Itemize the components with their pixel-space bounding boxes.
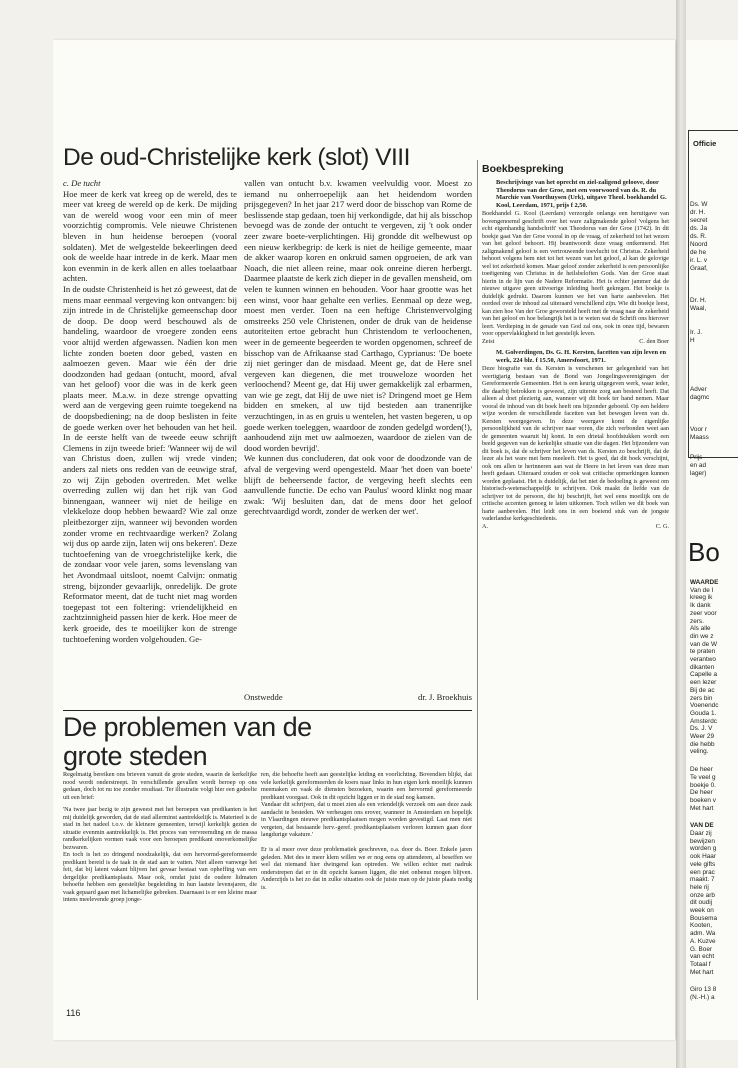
place: Zeist bbox=[482, 337, 495, 345]
author: dr. J. Broekhuis bbox=[418, 692, 472, 702]
article-column-2 bbox=[244, 178, 472, 690]
fragment-line: Ds. J. V bbox=[690, 725, 713, 733]
fragment-line: lager) bbox=[690, 470, 707, 477]
fragment-line: dit oudij bbox=[690, 899, 713, 907]
fragment-line: Graaf, bbox=[690, 265, 708, 272]
fragment-line: maakt. 7 bbox=[690, 876, 715, 884]
fragment-line: bewijzen bbox=[690, 837, 715, 845]
fragment-line: hele rij bbox=[690, 883, 709, 891]
fragment-line: verantwo bbox=[690, 656, 716, 663]
official-box bbox=[688, 130, 738, 458]
fragment-line: Waal, bbox=[690, 305, 707, 312]
paragraph: We kunnen dus concluderen, dat ook voor de doodzonde van de afval de vergeving werd opengesteld. Maar 'het doen van boete' blijft de beheersende factor, de vergeving heeft slechts een aanvullende functie. De echo van Paulus' woord klinkt nog maar zwak: 'Wij besluiten dan, dat de mens door het geloof gerechtvaardigd wordt, zonder de werken der wet'. bbox=[244, 453, 472, 517]
official-header: Officie bbox=[693, 139, 717, 148]
fragment-line: dagmc bbox=[690, 394, 710, 401]
fragment-line: zers bin bbox=[690, 694, 713, 702]
review-body: Boekhandel G. Kool (Leerdam) verzorgde onlangs een heruitgave van bovengenoemd geschrift over het ware zaligmakende geloof 'volgens het echt eigenhandig handschrift' van Theodorus van der Groe (1742). In dit boekje gaat Van der Groe vooral in op de vraag, of zekerheid tot het wezen van het geloof behoort. Hij beantwoordt deze vraag ontkennend. Het zaligmakend geloof is een vertrouwende toevlucht tot Christus. Zekerheid behoort volgens hem niet tot het wezen van het geloof, al kan de gelovige wel tot zekerheid komen. Maar geloof zonder zekerheid is een persoonlijke toeëigening van Christus in de heilsbeloften Gods. Van der Groe staat hierin in de lijn van de Nadere Reformatie. Het is echter jammer dat de nieuwe uitgave geen uitvoerige inleiding heeft gekregen. Het boekje is duidelijk gedrukt. Daarom kunnen we het van harte aanbevelen. Het oordeel over de inhoud zal uiteraard verschillend zijn. Wie dit boekje leest, kan zien hoe Van der Groe geworsteld heeft met de vraag naar de zekerheid van het geloof en hoe belangrijk het is te weten wat de Schrift ons hierover leert. Verdieping in de genade van God zal ons, ook in onze tijd, bewaren voor oppervlakkigheid in het geestelijk leven. bbox=[482, 210, 669, 337]
title-line: De problemen van de bbox=[63, 712, 312, 742]
paragraph: ren, die behoefte heeft aan geestelijke leiding en voorlichting. Bovendien blijkt, dat vele kerkelijk gereformeerden de koers naar links in hun eigen kerk moeilijk kunnen meemaken en vaak de diensten bezoeken, waarin een hervormd gereformeerde predikant voorgaat. Ook in dit opzicht liggen er in de stad nog kansen. Vandaar dit schrijven, dat u moet zien als een vriendelijk verzoek om aan deze zaak aandacht te besteden. We verheugen ons erover, wanneer in Amsterdam en hopelijk in Vlaardingen nieuwe predikantsplaatsen mogen worden gevestigd. Laat men niet vergeten, dat bestaande herv.-geref. predikantsplaatsen verloren kunnen gaan door langdurige vakature.' Er is al meer over deze problematiek geschreven, o.a. door ds. Boer. Enkele jaren geleden. Met des te meer klem willen we er nog eens op attenderen, al beseffen we wel dat niemand hier dwingend kan optreden. We willen echter met nadruk onderstrepen dat er in dit opzicht kansen liggen, die niet onbenut mogen blijven. Anderzijds is het zo dat in zulke situaties ook de juiste man op de juiste plaats nodig is. bbox=[261, 771, 472, 891]
fragment-line: ook Haar bbox=[690, 853, 716, 861]
fragment-line: Bousema bbox=[690, 914, 717, 922]
fragment-line: VAN DE bbox=[690, 822, 714, 830]
fragment-line: van echt bbox=[690, 953, 715, 961]
page-right-fragment bbox=[686, 40, 738, 1040]
fragment-line: WAARDE bbox=[690, 579, 719, 586]
review-heading: Boekbespreking bbox=[482, 163, 564, 175]
review-column bbox=[482, 179, 669, 1001]
article-title-2 bbox=[63, 713, 363, 771]
fragment-line: Gouda 1. bbox=[690, 709, 717, 717]
review-signature bbox=[482, 523, 669, 531]
fragment-line: en ad bbox=[690, 462, 706, 469]
divider bbox=[63, 710, 472, 711]
fragment-line: vele gifts bbox=[690, 860, 716, 868]
book-gutter bbox=[676, 0, 686, 1068]
fragment-line: de he bbox=[690, 249, 706, 256]
article2-column-2 bbox=[261, 771, 472, 996]
fragment-line: onze arb bbox=[690, 891, 715, 899]
fragment-line: ds. Ja bbox=[690, 225, 708, 232]
fragment-line: Adver bbox=[690, 386, 707, 393]
fragment-line: Amsterdc bbox=[690, 717, 717, 725]
fragment-line: Capelle a bbox=[690, 671, 718, 679]
article-column-1 bbox=[63, 178, 237, 703]
fragment-line: veling. bbox=[690, 748, 709, 756]
fragment-line: Daar zij bbox=[690, 830, 712, 837]
fragment-line: Maass bbox=[690, 434, 709, 441]
section-big-heading: Bo bbox=[688, 537, 720, 567]
fragment-line: H bbox=[690, 337, 695, 344]
fragment-line: adm. Wa bbox=[690, 930, 716, 938]
article-signature bbox=[244, 692, 472, 704]
fragment-line: Dr. H. bbox=[690, 297, 707, 304]
column-divider bbox=[477, 160, 478, 1000]
article-title: De oud-Christelijke kerk (slot) VIII bbox=[63, 144, 410, 171]
fragment-line: dr. H. bbox=[690, 209, 706, 216]
fragment-line: Noord bbox=[690, 241, 708, 248]
fragment-line: A. Kuzve bbox=[690, 937, 716, 945]
reviewer: C. den Boer bbox=[639, 337, 669, 345]
fragment-line: kreeg ik bbox=[690, 594, 713, 602]
review-body: Deze biografie van ds. Kersten is verschenen ter gelegenheid van het veertigjarig bestaan van de Bond van Jongelingsverenigingen der Gereformeerde Gemeenten. Het is een keurig uitgegeven werk, waar ieder, die daarbij betrokken is geweest, zijn uiterste zorg aan besteed heeft. Dat alleen al doet plezierig aan, wanneer wij dit boek ter hand nemen. Maar vooral de inhoud van dit boek heeft ons bijzonder geboeid. Op een heldere wijze worden de verschillende facetten van het bewogen leven van ds. Kersten weergegeven. In deze weergave komt de eigenlijke persoonlijkheid van de schrijver naar voren, die zich verbonden weet aan de gemeenten waaruit hij komt. In een drietal hoofdstukken wordt een beeld gegeven van de kerkelijke situatie van die dagen. Het bijzondere van dit boek is, dat de schrijver het leven van ds. Kersten zo beschrijft, dat de lezer als het ware met hem meeleeft. Het is goed, dat dit boek verschijnt, ook om allen te herinneren aan wat de Heere in het leven van deze man heeft gedaan. Uiteraard zouden er ook wat critische opmerkingen kunnen worden geplaatst. Het is duidelijk, dat het niet de bedoeling is geweest om historisch-wetenschappelijk te schrijven. Ook maakt de liefde van de schrijver tot de persoon, die hij beschrijft, het wel eens moeilijk om de critische accenten genoeg te laten uitkomen. Toch willen we dit boek van harte aanbevelen. Het leidt ons in een boeiend stuk van de jongste vaderlandse kerkgeschiedenis. bbox=[482, 365, 669, 522]
fragment-line: De heer bbox=[690, 789, 713, 797]
fragment-line: een prac bbox=[690, 868, 715, 876]
place: A. bbox=[482, 522, 489, 530]
fragment-line: boekje 0. bbox=[690, 781, 716, 789]
fragment-line: G. Boer bbox=[690, 945, 713, 953]
fragment-line: Ik dank bbox=[690, 602, 711, 610]
fragment-line: secret bbox=[690, 217, 708, 224]
fragment-line: De heer bbox=[690, 766, 713, 774]
fragment-line: die hebb bbox=[690, 740, 715, 748]
book-title: Beschrijvinge van het oprecht en ziel-zaligend geloove, door Theodorus van der Groe, met een voorwoord van ds. R. du Marchie van Voorthuysen (Urk), uitgave Theol. boekhandel G. Kool, Leerdam, 1971, prijs f 2,50. bbox=[496, 179, 667, 209]
fragment-line: Met hart bbox=[690, 804, 714, 812]
book-title: M. Golverdingen, Ds. G. H. Kersten, facetten van zijn leven en werk, 224 blz. f 15.50, Amersfoort, 1971. bbox=[496, 349, 667, 364]
fragment-line: boeken v bbox=[690, 796, 716, 804]
fragment-line: Voor r bbox=[690, 426, 708, 433]
fragment-line: Te veel g bbox=[690, 773, 716, 781]
fragment-line: ir. L. v bbox=[690, 257, 708, 264]
fragment-line: Met hart bbox=[690, 968, 714, 976]
fragment-line: Voenendc bbox=[690, 702, 719, 710]
fragment-line: Ir. J. bbox=[690, 329, 703, 336]
fragment-line: een lezer bbox=[690, 679, 717, 687]
fragment-line: week on bbox=[690, 907, 714, 914]
fragment-line: Bij de ac bbox=[690, 686, 715, 694]
review-signature bbox=[482, 338, 669, 346]
fragment-line: te praten bbox=[690, 648, 716, 656]
reviewer: C. G. bbox=[655, 522, 669, 530]
fragment-line: Weer 29 bbox=[690, 733, 715, 740]
fragment-line: Ds. W bbox=[690, 201, 708, 208]
fragment-line: (N.-H.) a bbox=[690, 994, 715, 1001]
fragment-line: van de W bbox=[690, 640, 717, 648]
fragment-line: ds. R. bbox=[690, 233, 707, 240]
paragraph: vallen van ontucht b.v. kwamen veelvuldig voor. Moest zo iemand nu onherroepelijk aan het heidendom worden prijsgegeven? In het jaar 217 werd door de bisschop van Rome de beslissende stap gedaan, toen hij verkondigde, dat hij als bisschop bevoegd was de zonde der ontucht te vergeven, zij 't ook onder zeer zware boete-verplichtingen. Hij grondde dit welbewust op een nieuw kerkbegrip: de kerk is niet de heilige gemeente, maar de akker waarop koren en onkruid samen opgroeien, de ark van Noach, die niet alleen reine, maar ook onreine dieren herbergt. Daarmee plaatste de kerk zich dieper in de gevallen mensheid, om velen te kunnen winnen en behouden. Voor haar grootte was het een winst, voor haar gehalte een verlies. Eenmaal op deze weg, moest men verder. Toen na een heftige Christenvervolging omstreeks 250 vele Christenen, onder de druk van de heidense autoriteiten ertoe gebracht hun Christendom te verloochenen, weer in de gemeente begeerden te worden opgenomen, schreef de bisschop van de Afrikaanse stad Carthago, Cyprianus: 'De boete zij niet geringer dan de misdaad. Meent ge, dat de Here snel vergeven kan diegenen, die met trouweloze woorden het verloochend? Meent ge, dat Hij uwer gemakkelijk zal erbarmen, van wie ge zegt, dat Hij de uwe niet is? Dringend moet ge Hem bidden en smeken, al uw tijd besteden aan tranenrijke verzuchtingen, in as en gruis u wentelen, het vasten begeren, u op goede werken toeleggen, waardoor de zonden gedelgd worden(!), aanhoudend zijn met uw aalmoezen, waardoor de zielen van de dood worden bevrijd'. bbox=[244, 178, 472, 453]
fragment-line: Giro 13 8 bbox=[690, 986, 717, 994]
fragment-line: zeer voor bbox=[690, 609, 717, 617]
fragment-line: din we z bbox=[690, 632, 714, 640]
paragraph: In de oudste Christenheid is het zó geweest, dat de mens maar eenmaal vergeving kon ontvangen: bij zijn intrede in de Christelijke gemeenschap door de doop. De doop werd beschouwd als de handeling, waardoor de vroegere zonden eens voor altijd werden afgewassen. Nadien kon men lichte zonden boeten door gebed, vasten en aalmoezen geven. Maar wie één der drie doodzonden had gedaan (ontucht, moord, afval van het geloof) voor die was in de kerk geen plaats meer. M.a.w. in deze strenge opvatting werd aan de vergeving geen ruimte toegekend na de doopsbediening; na de doop beslisten in feite de goede werken over het behouden van het heil. In de eerste helft van de tweede eeuw schrijft Clemens in zijn tweede brief: 'Wanneer wij de wil van Christus doen, zullen wij vrede vinden; anders zal niets ons redden van de eeuwige straf, zo wij Zijn geboden overtreden. Met welke overreding zullen wij dan het rijk van God binnengaan, wanneer wij niet de heilige en vlekkeloze doop hebben bewaard? Wie zal onze pleitbezorger zijn, wanneer wij bevonden worden zonder vrome en rechtvaardige werken? Zolang wij dus op aarde zijn, laten wij ons bekeren'. Deze tuchtoefening van de vroegchristelijke kerk, die de zondaar voor vele jaren, soms levenslang van het Avondmaal uitsloot, noemt Calvijn: onmatig streng, bijzonder gevaarlijk, onredelijk. De grote Reformator meent, dat de tucht niet mag worden toegepast tot een foltering: vriendelijkheid en zachtzinnigheid passen hier de kerk. Hoe meer de kerk groeide, des te moeilijker kon de strenge tuchtoefening worden volgehouden. Ge- bbox=[63, 283, 237, 644]
fragment-line: Kooten, bbox=[690, 922, 713, 930]
title-line: grote steden bbox=[63, 741, 208, 771]
fragment-line: worden g bbox=[690, 845, 717, 853]
fragment-line: Van de I bbox=[690, 586, 714, 594]
fragment-line: Totaal f bbox=[690, 960, 711, 968]
paragraph: Hoe meer de kerk vat kreeg op de wereld, des te meer vat kreeg de wereld op de kerk. De mijding van de wereld woog voor een min of meer voorzichtig compromis. Vele nieuwe Christenen bleven in hun heidense beroepen (vooral soldaten). Met de welgestelde bekeerlingen deed ook de weelde haar intrede in de kerk. Maar men kon evenmin in de kerk allen en alles toelaatbaar achten. bbox=[63, 188, 237, 284]
paragraph: 'Na twee jaar bezig te zijn geweest met het beroepen van predikanten is het mij duidelijk geworden, dat de stad allerminst aantrekkelijk is. Materieel is de stad in het nadeel t.o.v. de kleinere gemeenten, terwijl kerkelijk gezien de situatie evenmin aantrekkelijk is. Het proces van vervreemding en de massa randkerkelijken vormen vaak voor een beroepen predikant onoverkomelijke bezwaren. En toch is het zo dringend noodzakelijk, dat een hervormd-gereformeerde predikant bereid is de taak in de stad aan te vatten. Niet alleen vanwege het feit, dat bij latent vakant blijven het gevaar bestaat van opheffing van een dergelijke predikantsplaats. Maar ook, omdat juist de oudere lidmaten behoefte hebben een geestelijke begeleiding in hun laatste levensjaren, die vaak gepaard gaan met lichamelijke gebreken. Daarnaast is er een kleine maar intens meelevende groep jonge- bbox=[63, 806, 257, 903]
fragment-line: zers. bbox=[690, 617, 704, 625]
fragment-line: Prijs bbox=[690, 454, 703, 461]
fragment-line: Als alle bbox=[690, 625, 711, 633]
intro-paragraph: Regelmatig bereiken ons brieven vanuit de grote steden, waarin de kerkelijke nood wordt onderstreept. In verschillende gevallen wordt beroep op ons gedaan, doch tot nu toe zonder resultaat. Ter illustratie volgt hier een gedeelte uit een brief: bbox=[63, 771, 257, 801]
article2-column-1 bbox=[63, 771, 257, 996]
page-number: 116 bbox=[66, 1008, 81, 1018]
section-heading: c. De tucht bbox=[63, 178, 101, 188]
fragment-line: dikanten bbox=[690, 663, 715, 671]
place: Onstwedde bbox=[244, 692, 283, 702]
